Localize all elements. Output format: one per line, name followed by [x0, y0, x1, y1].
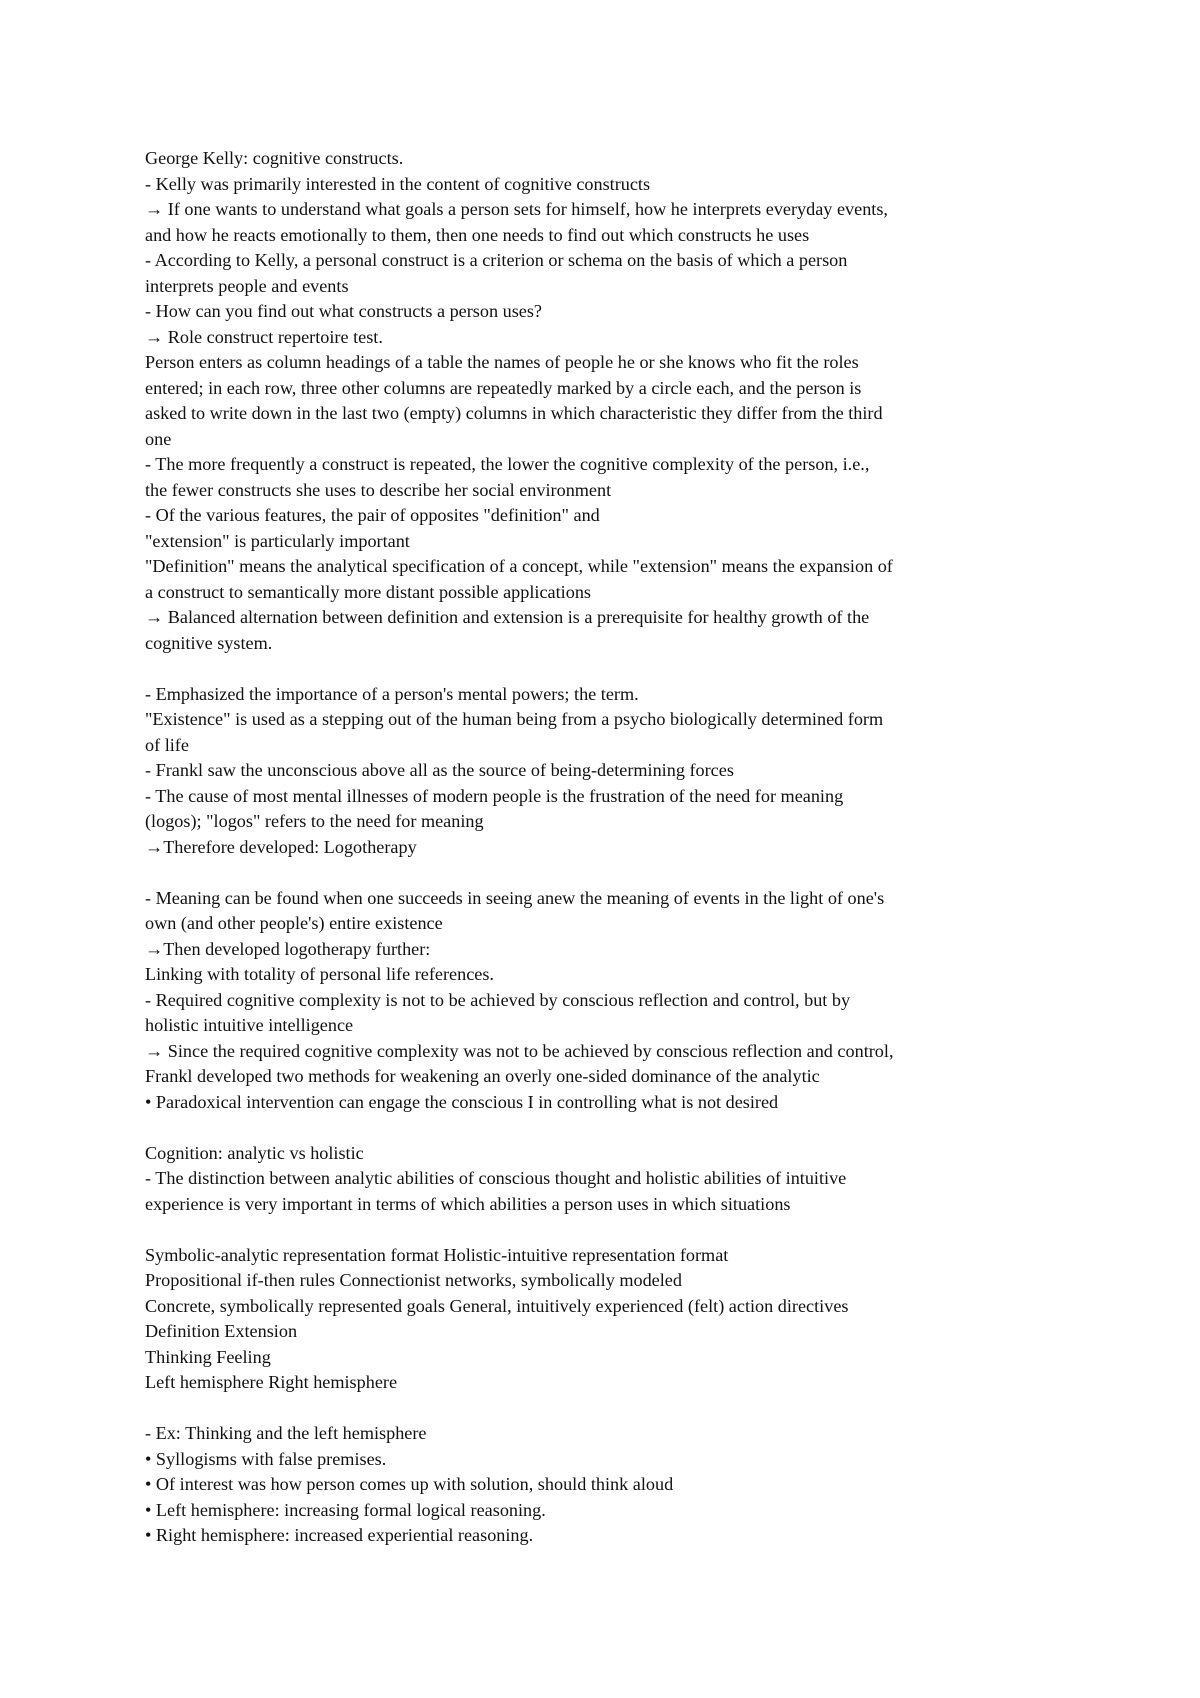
- document-body: [145, 146, 1065, 1549]
- section-heading: George Kelly: cognitive constructs.: [145, 148, 404, 168]
- section-frankl: [145, 682, 1065, 861]
- paragraph-spacer: [145, 1115, 1065, 1141]
- text-line: - The distinction between analytic abilities of conscious thought and holistic abilities of intuitive: [145, 1168, 847, 1188]
- text-line: - Emphasized the importance of a person's mental powers; the term.: [145, 683, 639, 704]
- text-line: interprets people and events: [145, 275, 349, 296]
- text-line: "Existence" is used as a stepping out of the human being from a psycho biologically determined form: [145, 709, 884, 729]
- bullet-item: • Syllogisms with false premises.: [145, 1448, 387, 1469]
- text-line: Linking with totality of personal life references.: [145, 964, 494, 984]
- text-line: → If one wants to understand what goals a person sets for himself, how he interprets everyday events,: [145, 199, 888, 219]
- comparison-row: Concrete, symbolically represented goals General, intuitively experienced (felt) action directives: [145, 1295, 849, 1316]
- text-line: - The more frequently a construct is repeated, the lower the cognitive complexity of the person, i.e.,: [145, 454, 870, 474]
- text-line: of life: [145, 734, 189, 755]
- text-line: - The cause of most mental illnesses of modern people is the frustration of the need for meaning: [145, 785, 844, 806]
- paragraph-spacer: [145, 1217, 1065, 1243]
- text-line: • Paradoxical intervention can engage the conscious I in controlling what is not desired: [145, 1091, 779, 1112]
- comparison-row: Symbolic-analytic representation format Holistic-intuitive representation format: [145, 1244, 729, 1265]
- text-line: - Required cognitive complexity is not to be achieved by conscious reflection and control, but by: [145, 989, 851, 1010]
- text-line: asked to write down in the last two (empty) columns in which characteristic they differ from the third: [145, 403, 883, 423]
- text-line: one: [145, 428, 172, 449]
- text-line: - Of the various features, the pair of opposites "definition" and: [145, 505, 600, 525]
- text-line: → Balanced alternation between definition and extension is a prerequisite for healthy growth of the: [145, 607, 870, 627]
- bullet-item: • Right hemisphere: increased experiential reasoning.: [145, 1525, 534, 1545]
- text-line: - Frankl saw the unconscious above all as the source of being-determining forces: [145, 760, 734, 780]
- paragraph-spacer: [145, 1396, 1065, 1422]
- text-line: "Definition" means the analytical specification of a concept, while "extension" means the expansion of: [145, 556, 893, 576]
- text-line: - Ex: Thinking and the left hemisphere: [145, 1423, 427, 1443]
- text-line: and how he reacts emotionally to them, then one needs to find out which constructs he uses: [145, 224, 810, 245]
- text-line: Person enters as column headings of a table the names of people he or she knows who fit the roles: [145, 352, 859, 372]
- text-line: "extension" is particularly important: [145, 530, 410, 551]
- text-line: (logos); "logos" refers to the need for meaning: [145, 811, 484, 831]
- text-line: holistic intuitive intelligence: [145, 1015, 354, 1035]
- section-heading: Cognition: analytic vs holistic: [145, 1142, 364, 1163]
- text-line: - How can you find out what constructs a person uses?: [145, 301, 542, 321]
- comparison-row: Definition Extension: [145, 1321, 298, 1341]
- text-line: a construct to semantically more distant possible applications: [145, 581, 591, 602]
- section-logotherapy: [145, 886, 1065, 1116]
- section-cognition: [145, 1141, 1065, 1218]
- section-comparison: [145, 1243, 1065, 1396]
- comparison-row: Left hemisphere Right hemisphere: [145, 1372, 398, 1392]
- text-line: the fewer constructs she uses to describe her social environment: [145, 479, 612, 500]
- bullet-item: • Of interest was how person comes up with solution, should think aloud: [145, 1474, 674, 1494]
- text-line: → Role construct repertoire test.: [145, 326, 383, 347]
- text-line: - Kelly was primarily interested in the content of cognitive constructs: [145, 173, 651, 194]
- text-line: - According to Kelly, a personal construct is a criterion or schema on the basis of which a person: [145, 250, 848, 270]
- text-line: → Since the required cognitive complexity was not to be achieved by conscious reflection and control,: [145, 1040, 894, 1061]
- bullet-item: • Left hemisphere: increasing formal logical reasoning.: [145, 1499, 546, 1520]
- text-line: own (and other people's) entire existence: [145, 913, 443, 933]
- paragraph-spacer: [145, 860, 1065, 886]
- section-kelly: [145, 146, 1065, 656]
- text-line: - Meaning can be found when one succeeds in seeing anew the meaning of events in the light of one's: [145, 887, 885, 908]
- comparison-row: Thinking Feeling: [145, 1346, 271, 1367]
- text-line: experience is very important in terms of which abilities a person uses in which situations: [145, 1193, 791, 1214]
- text-line: →Therefore developed: Logotherapy: [145, 836, 417, 857]
- text-line: entered; in each row, three other columns are repeatedly marked by a circle each, and the person is: [145, 377, 862, 398]
- text-line: →Then developed logotherapy further:: [145, 938, 431, 959]
- paragraph-spacer: [145, 656, 1065, 682]
- text-line: Frankl developed two methods for weakening an overly one-sided dominance of the analytic: [145, 1066, 820, 1086]
- comparison-row: Propositional if-then rules Connectionist networks, symbolically modeled: [145, 1270, 682, 1290]
- section-example: [145, 1421, 1065, 1549]
- text-line: cognitive system.: [145, 632, 273, 653]
